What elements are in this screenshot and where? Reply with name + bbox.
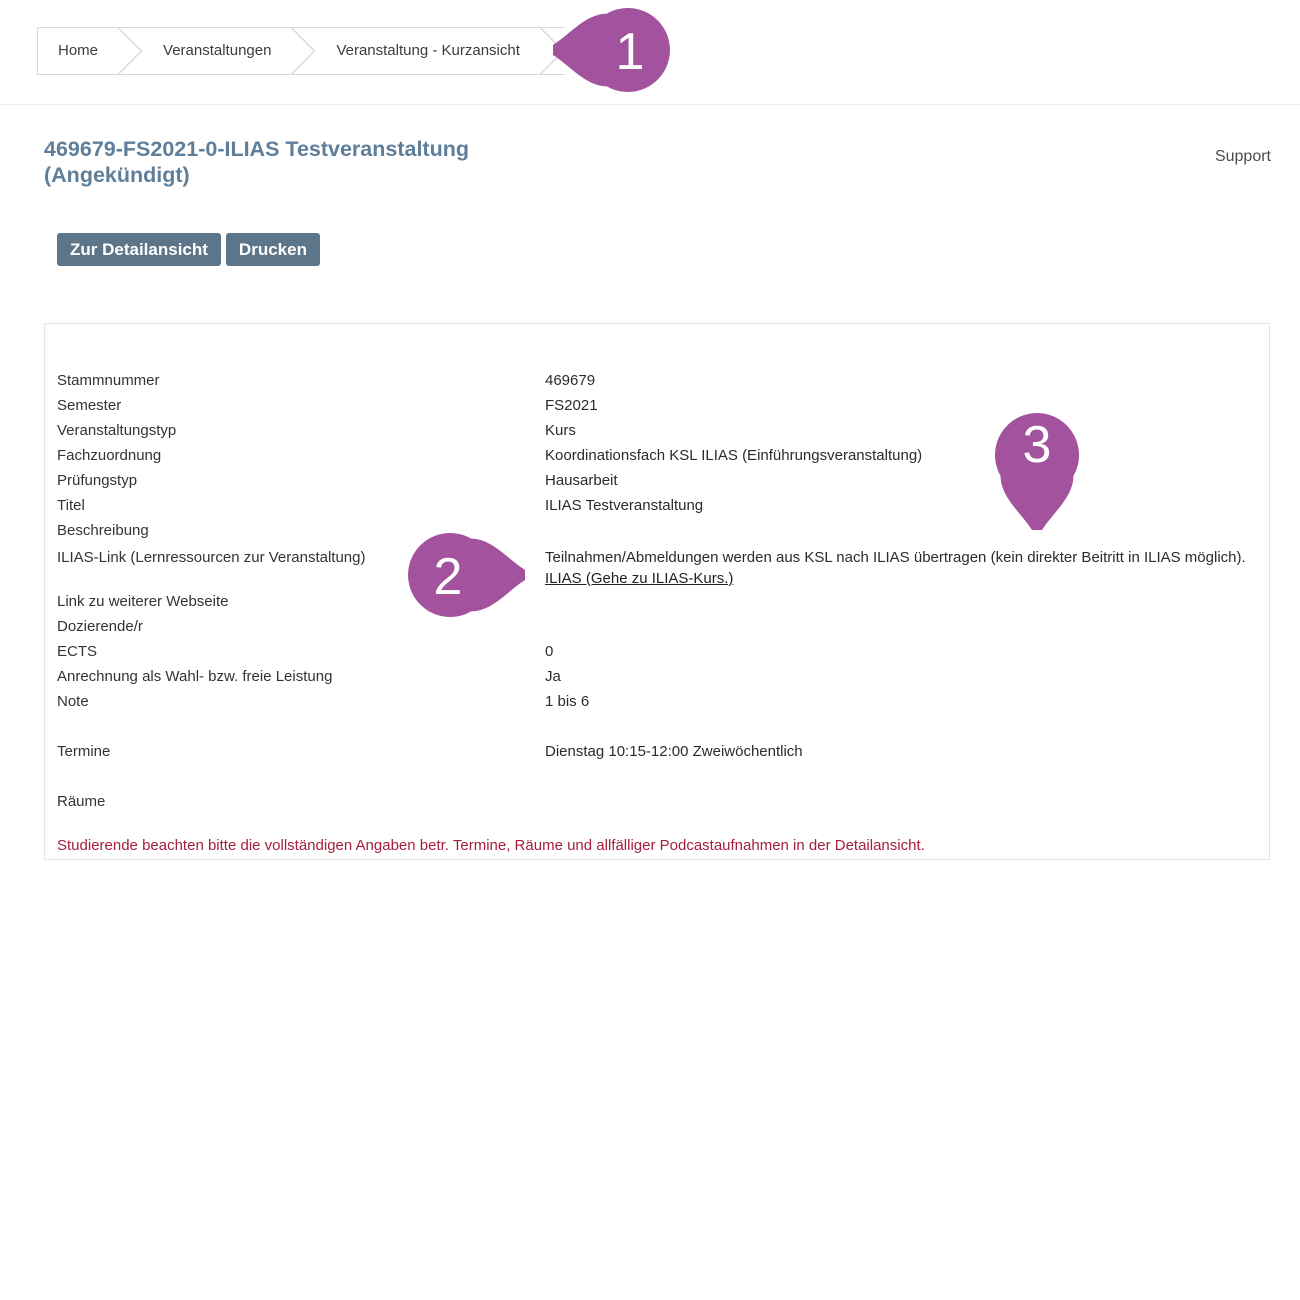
- field-label: Räume: [57, 793, 106, 810]
- field-value: [545, 547, 1246, 589]
- table-row: [57, 789, 1255, 814]
- breadcrumb-item-home[interactable]: Home: [58, 42, 99, 59]
- table-row-ilias-link: [57, 547, 1255, 589]
- field-label: Beschreibung: [57, 522, 149, 539]
- table-row: [57, 739, 1255, 764]
- table-row: [57, 664, 1255, 689]
- field-value: Koordinationsfach KSL ILIAS (Einführungsveranstaltung): [545, 447, 923, 464]
- field-label: Veranstaltungstyp: [57, 422, 177, 439]
- annotation-marker-1-label: 1: [615, 23, 645, 81]
- field-label: Prüfungstyp: [57, 472, 138, 489]
- annotation-marker-2-icon: [375, 500, 525, 650]
- breadcrumb: [37, 27, 565, 75]
- field-label: ECTS: [57, 643, 98, 660]
- field-value: FS2021: [545, 397, 598, 414]
- table-row: [57, 589, 1255, 614]
- student-notice: Studierende beachten bitte die vollständigen Angaben betr. Termine, Räume und allfälliger Podcastaufnahmen in der Detailansicht.: [57, 837, 925, 854]
- row-spacer: [57, 714, 1255, 739]
- field-value: 1 bis 6: [545, 693, 590, 710]
- breadcrumb-item-kurzansicht[interactable]: Veranstaltung - Kurzansicht: [336, 42, 520, 59]
- field-label: Link zu weiterer Webseite: [57, 593, 229, 610]
- ilias-transfer-note: Teilnahmen/Abmeldungen werden aus KSL nach ILIAS übertragen (kein direkter Beitritt in ILIAS möglich).: [545, 549, 1246, 566]
- field-label: Titel: [57, 497, 85, 514]
- field-label: Semester: [57, 397, 122, 414]
- annotation-marker-2-label: 2: [433, 548, 463, 606]
- annotation-marker-3-label: 3: [1022, 416, 1052, 474]
- detail-view-button[interactable]: Zur Detailansicht: [57, 233, 221, 266]
- action-button-row: [57, 233, 320, 266]
- print-button[interactable]: Drucken: [226, 233, 320, 266]
- field-value: ILIAS Testveranstaltung: [545, 497, 704, 514]
- field-label: Fachzuordnung: [57, 447, 162, 464]
- chevron-right-icon: [291, 28, 316, 74]
- field-value: Ja: [545, 668, 561, 685]
- page-title-line2: (Angekündigt): [44, 163, 190, 187]
- field-label: Termine: [57, 743, 111, 760]
- chevron-right-icon: [118, 28, 143, 74]
- annotation-marker-1-icon: [553, 0, 703, 125]
- field-label: ILIAS-Link (Lernressourcen zur Veranstaltung): [57, 549, 366, 566]
- page-title-line1: 469679-FS2021-0-ILIAS Testveranstaltung: [44, 137, 469, 161]
- page-title: [44, 136, 584, 188]
- field-label: Dozierende/r: [57, 618, 143, 635]
- table-row: [57, 689, 1255, 714]
- breadcrumb-item-veranstaltungen[interactable]: Veranstaltungen: [163, 42, 272, 59]
- row-spacer: [57, 764, 1255, 789]
- field-label: Note: [57, 693, 89, 710]
- field-label: Anrechnung als Wahl- bzw. freie Leistung: [57, 668, 333, 685]
- field-value: Hausarbeit: [545, 472, 618, 489]
- field-value: 0: [545, 643, 554, 660]
- field-value: Kurs: [545, 422, 576, 439]
- annotation-marker-3-icon: [962, 380, 1112, 530]
- field-label: Stammnummer: [57, 372, 160, 389]
- field-value: 469679: [545, 372, 596, 389]
- table-row: [57, 639, 1255, 664]
- ilias-course-link[interactable]: ILIAS (Gehe zu ILIAS-Kurs.): [545, 570, 734, 587]
- field-value: Dienstag 10:15-12:00 Zweiwöchentlich: [545, 743, 803, 760]
- support-link[interactable]: Support: [1214, 148, 1271, 165]
- table-row: [57, 614, 1255, 639]
